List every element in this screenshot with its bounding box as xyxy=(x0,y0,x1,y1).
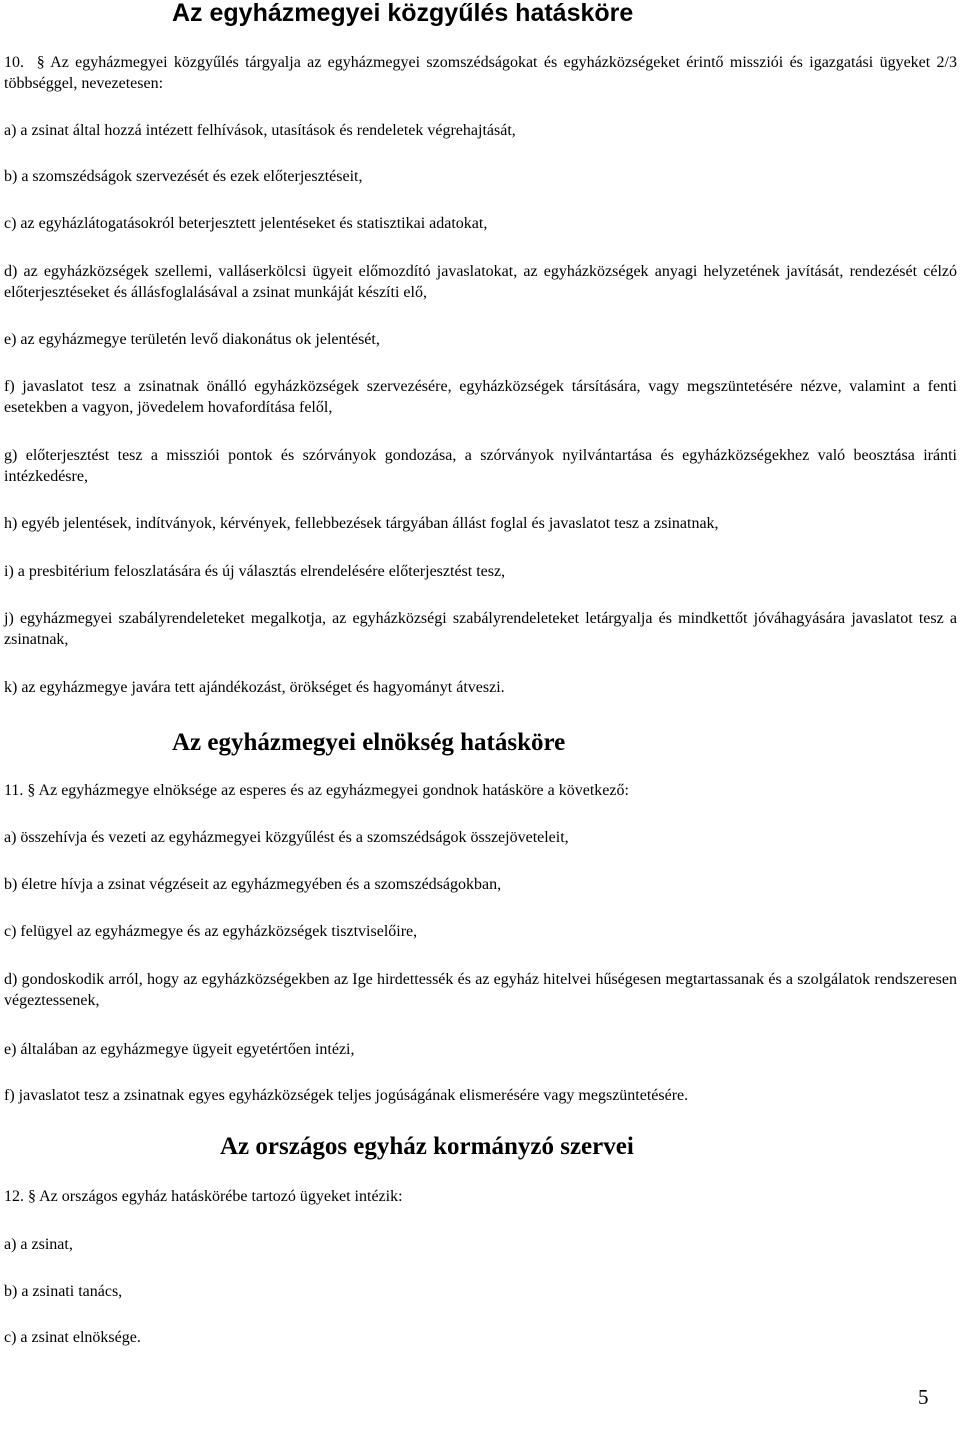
list-item: b) életre hívja a zsinat végzéseit az egyházmegyében és a szomszédságokban, xyxy=(4,876,502,893)
list-item: a) összehívja és vezeti az egyházmegyei közgyűlést és a szomszédságok összejöveteleit, xyxy=(4,829,569,846)
paragraph-number: 11. xyxy=(4,782,24,799)
list-item: i) a presbitérium feloszlatására és új választás elrendelésére előterjesztést tesz, xyxy=(4,563,506,580)
paragraph-intro: Az egyházmegye elnöksége az esperes és az egyházmegyei gondnok hatásköre a következő: xyxy=(38,782,629,799)
paragraph-intro: Az országos egyház hatáskörébe tartozó ügyeket intézik: xyxy=(39,1188,403,1205)
list-item: k) az egyházmegye javára tett ajándékozást, örökséget és hagyományt átveszi. xyxy=(4,679,505,696)
list-item: d) az egyházközségek szellemi, valláserkölcsi ügyeit előmozdító javaslatokat, az egyházközségek anyagi helyzetének javítását, rendezését célzó előterjesztéseket és állásfoglalásával a zsinat munkáját készíti elő, xyxy=(4,263,957,301)
list-item: f) javaslatot tesz a zsinatnak egyes egyházközségek teljes jogúságának elismerésére vagy megszüntetésére. xyxy=(4,1087,689,1104)
list-item: c) a zsinat elnöksége. xyxy=(4,1329,141,1346)
section-title-county-presidency: Az egyházmegyei elnökség hatásköre xyxy=(172,729,566,756)
list-item: f) javaslatot tesz a zsinatnak önálló egyházközségek szervezésére, egyházközségek társítására, vagy megszüntetésére nézve, valamint a fenti esetekben a vagyon, jövedelem hovafordítása felől, xyxy=(4,378,957,416)
section-title-county-assembly: Az egyházmegyei közgyűlés hatásköre xyxy=(172,0,634,27)
list-item: h) egyéb jelentések, indítványok, kérvények, fellebbezések tárgyában állást foglal és javaslatot tesz a zsinatnak, xyxy=(4,515,719,532)
section-symbol: § xyxy=(36,54,45,71)
paragraph-intro: Az egyházmegyei közgyűlés tárgyalja az egyházmegyei szomszédságokat és egyházközségeket érintő missziói és igazgatási ügyeket 2/3 többséggel, nevezetesen: xyxy=(4,54,958,92)
section-symbol: § xyxy=(28,1188,36,1205)
list-item: j) egyházmegyei szabályrendeleteket megalkotja, az egyházközségi szabályrendeleteket letárgyalja és mindkettőt jóváhagyására javaslatot tesz a zsinatnak, xyxy=(4,610,957,648)
paragraph-12 xyxy=(4,1186,957,1207)
list-item: b) a zsinati tanács, xyxy=(4,1283,123,1300)
list-item: e) az egyházmegye területén levő diakonátus ok jelentését, xyxy=(4,331,380,348)
section-symbol: § xyxy=(27,782,36,799)
list-item: a) a zsinat, xyxy=(4,1236,73,1253)
list-item: e) általában az egyházmegye ügyeit egyetértően intézi, xyxy=(4,1041,355,1058)
list-item: a) a zsinat által hozzá intézett felhívások, utasítások és rendeletek végrehajtását, xyxy=(4,122,516,139)
section-title-national-bodies: Az országos egyház kormányzó szervei xyxy=(220,1133,634,1160)
list-item: c) felügyel az egyházmegye és az egyházközségek tisztviselőire, xyxy=(4,923,418,940)
paragraph-number: 12. xyxy=(4,1188,24,1205)
paragraph-10 xyxy=(4,52,957,94)
list-item: c) az egyházlátogatásokról beterjesztett jelentéseket és statisztikai adatokat, xyxy=(4,215,488,232)
list-item: b) a szomszédságok szervezését és ezek előterjesztéseit, xyxy=(4,168,363,185)
list-item: g) előterjesztést tesz a missziói pontok és szórványok gondozása, a szórványok nyilvántartása és egyházközségekhez való beosztása iránti intézkedésre, xyxy=(4,447,957,485)
page-number: 5 xyxy=(918,1385,929,1409)
paragraph-11 xyxy=(4,780,957,801)
paragraph-number: 10. xyxy=(4,54,24,71)
list-item: d) gondoskodik arról, hogy az egyházközségekben az Ige hirdettessék és az egyház hitelvei hűségesen megtartassanak és a szolgálatok rendszeresen végeztessenek, xyxy=(4,971,957,1009)
